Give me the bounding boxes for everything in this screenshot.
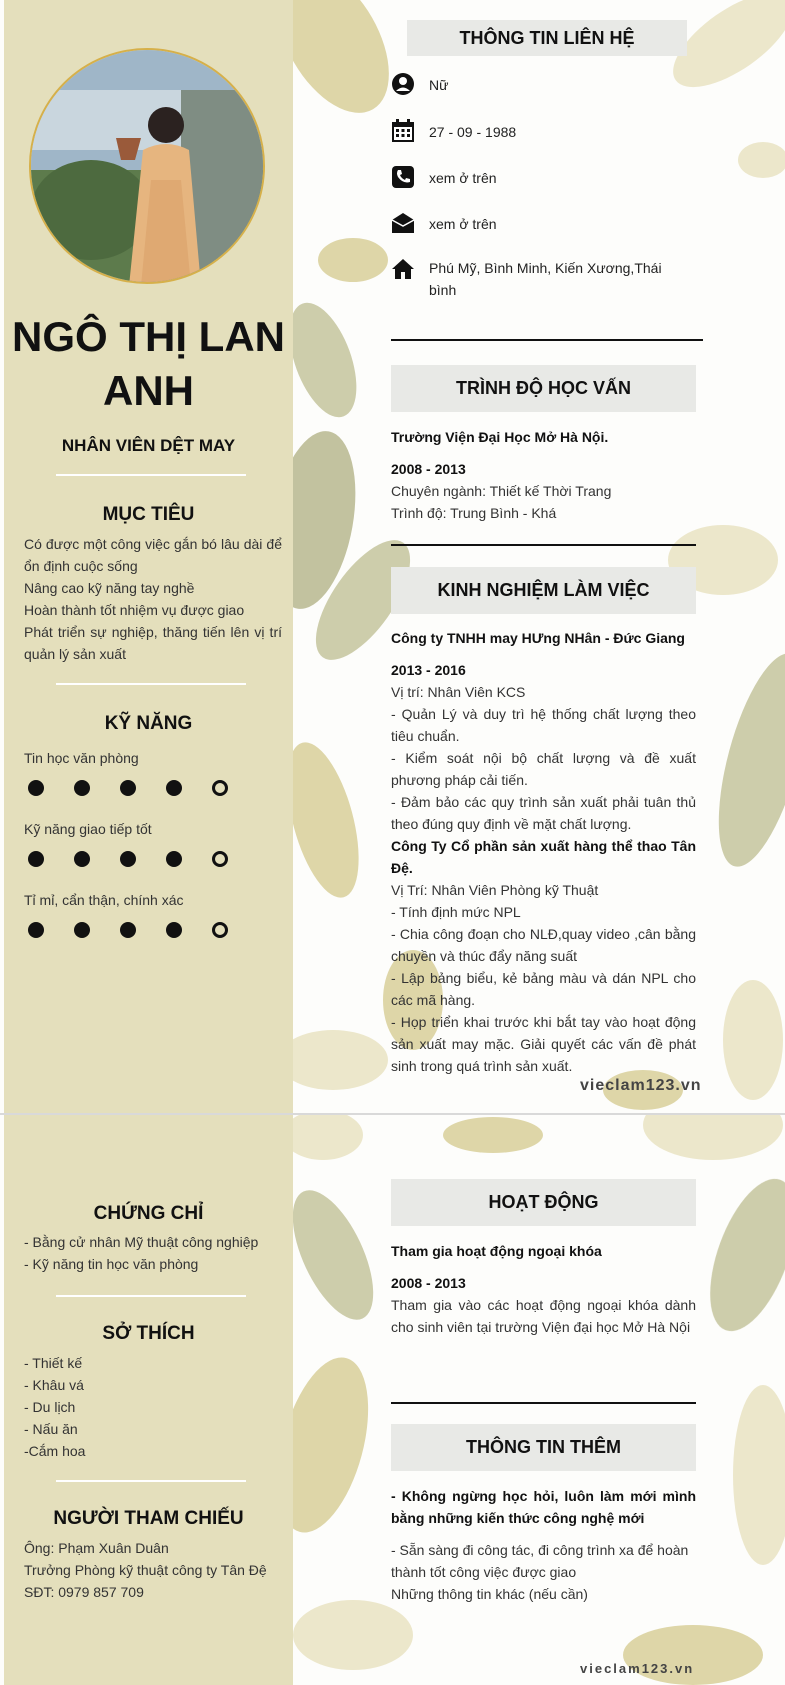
education-school: Trường Viện Đại Học Mở Hà Nội. [391,429,609,445]
experience-position: Vị trí: Nhân Viên KCS [391,684,526,700]
activity-period: 2008 - 2013 [391,1275,466,1291]
experience-duty: - Họp triển khai trước khi bắt tay vào hoạt động sản xuất may mặc. Giải quyết các vấn đề phát sinh trong quá trình sản xuất. [391,1014,696,1074]
reference-line: Trưởng Phòng kỹ thuật công ty Tân Đệ [24,1562,267,1578]
activity-name: Tham gia hoạt động ngoại khóa [391,1243,602,1259]
experience-company: Công Ty Cổ phần sản xuất hàng thể thao Tân Đệ. [391,838,696,876]
extra-info-line: - Sẵn sàng đi công tác, đi công trình xa để hoàn thành tốt công việc được giao [391,1542,689,1580]
phone-value: xem ở trên [429,170,497,186]
references-heading: NGƯỜI THAM CHIẾU [53,1508,244,1529]
activity-description: Tham gia vào các hoạt động ngoại khóa dành cho sinh viên tại trường Viện đại học Mở Hà Nội [391,1297,696,1335]
objective-line: Nâng cao kỹ năng tay nghề [24,580,195,596]
experience-heading: KINH NGHIỆM LÀM VIỆC [391,567,696,614]
reference-line: Ông: Phạm Xuân Duân [24,1540,169,1556]
rating-dot-empty [212,780,228,796]
rating-dot-filled [166,780,182,796]
hobby-item: -Cắm hoa [24,1443,86,1459]
objective-line: Phát triển sự nghiệp, thăng tiến lên vị trí quản lý sản xuất [24,624,282,662]
experience-duty: - Đảm bảo các quy trình sản xuất phải tuân thủ theo đúng quy định về mặt chất lượng. [391,794,696,832]
hobbies-list [24,1352,282,1462]
skills-heading: KỸ NĂNG [104,713,193,734]
reference-line: SĐT: 0979 857 709 [24,1584,144,1600]
gender-row [391,72,669,96]
rating-dot-filled [28,851,44,867]
objective-heading: MỤC TIÊU [102,504,195,525]
objective-line: Hoàn thành tốt nhiệm vụ được giao [24,602,245,618]
education-heading: TRÌNH ĐỘ HỌC VẤN [391,365,696,412]
skill-rating [28,780,228,796]
candidate-name: NGÔ THỊ LAN ANH [12,313,285,414]
section-divider [391,339,703,341]
objective-line: Có được một công việc gắn bó lâu dài để ổn định cuộc sống [24,536,282,574]
sidebar [4,0,293,1113]
home-icon [391,257,415,281]
sidebar [4,1115,293,1685]
certificates-heading: CHỨNG CHỈ [93,1203,204,1224]
objective-text [24,533,282,665]
job-title: NHÂN VIÊN DỆT MAY [61,436,236,455]
phone-icon [391,165,415,189]
hobby-item: - Du lịch [24,1399,76,1415]
rating-dot-filled [120,922,136,938]
extra-info-bold: - Không ngừng học hỏi, luôn làm mới mình bằng những kiến thức công nghệ mới [391,1488,696,1526]
rating-dot-filled [74,780,90,796]
references-list [24,1537,282,1603]
watermark: vieclam123.vn [580,1077,702,1094]
hobbies-heading: SỞ THÍCH [102,1323,195,1344]
rating-dot-filled [74,851,90,867]
education-period: 2008 - 2013 [391,461,466,477]
watermark: vieclam123.vn [580,1661,695,1676]
experience-period: 2013 - 2016 [391,662,466,678]
skill-rating [28,851,228,867]
experience-details [391,681,696,1077]
gender-value: Nữ [429,77,449,93]
extra-info-heading: THÔNG TIN THÊM [391,1424,696,1471]
contact-heading: THÔNG TIN LIÊN HỆ [407,20,687,56]
skill-label: Kỹ năng giao tiếp tốt [24,821,152,837]
rating-dot-filled [166,851,182,867]
skill-label: Tin học văn phòng [24,750,139,766]
extra-info-line: Những thông tin khác (nếu cần) [391,1586,588,1602]
envelope-icon [391,211,415,235]
divider [56,1295,246,1297]
cv-page-2 [0,1115,785,1685]
rating-dot-filled [74,922,90,938]
skill-rating [28,922,228,938]
rating-dot-filled [120,851,136,867]
experience-company: Công ty TNHH may HƯng NHân - Đức Giang [391,630,685,646]
experience-position: Vị Trí: Nhân Viên Phòng kỹ Thuật [391,882,599,898]
experience-duty: - Quản Lý và duy trì hệ thống chất lượng theo tiêu chuẩn. [391,706,696,744]
education-major: Chuyên ngành: Thiết kế Thời Trang [391,483,612,499]
rating-dot-filled [28,922,44,938]
divider [56,1480,246,1482]
section-divider [391,544,696,546]
experience-duty: - Lập bảng biểu, kẻ bảng màu và dán NPL cho các mã hàng. [391,970,696,1008]
address-row [391,257,669,301]
rating-dot-filled [120,780,136,796]
rating-dot-empty [212,851,228,867]
skill-label: Tỉ mỉ, cẩn thận, chính xác [24,892,184,908]
calendar-icon [391,119,415,143]
profile-photo [29,48,265,284]
experience-duty: - Kiểm soát nội bộ chất lượng và đề xuất phương pháp cải tiến. [391,750,696,788]
certificates-list [24,1231,282,1275]
experience-duty: - Chia công đoạn cho NLĐ,quay video ,cân bằng chuyền và thúc đẩy năng suất [391,926,696,964]
email-row [391,211,669,235]
phone-row [391,165,669,189]
email-value: xem ở trên [429,216,497,232]
birthday-value: 27 - 09 - 1988 [429,124,517,140]
hobby-item: - Khâu vá [24,1377,84,1393]
user-icon [391,72,415,96]
address-value: Phú Mỹ, Bình Minh, Kiến Xương,Thái bình [429,260,662,298]
activities-heading: HOẠT ĐỘNG [391,1179,696,1226]
section-divider [391,1402,696,1404]
birthday-row [391,119,669,143]
rating-dot-filled [166,922,182,938]
hobby-item: - Thiết kế [24,1355,83,1371]
education-level: Trình độ: Trung Bình - Khá [391,505,557,521]
divider [56,683,246,685]
rating-dot-empty [212,922,228,938]
hobby-item: - Nấu ăn [24,1421,78,1437]
experience-duty: - Tính định mức NPL [391,904,521,920]
certificate-item: - Bằng cử nhân Mỹ thuật công nghiệp [24,1234,259,1250]
rating-dot-filled [28,780,44,796]
certificate-item: - Kỹ năng tin học văn phòng [24,1256,199,1272]
divider [56,474,246,476]
